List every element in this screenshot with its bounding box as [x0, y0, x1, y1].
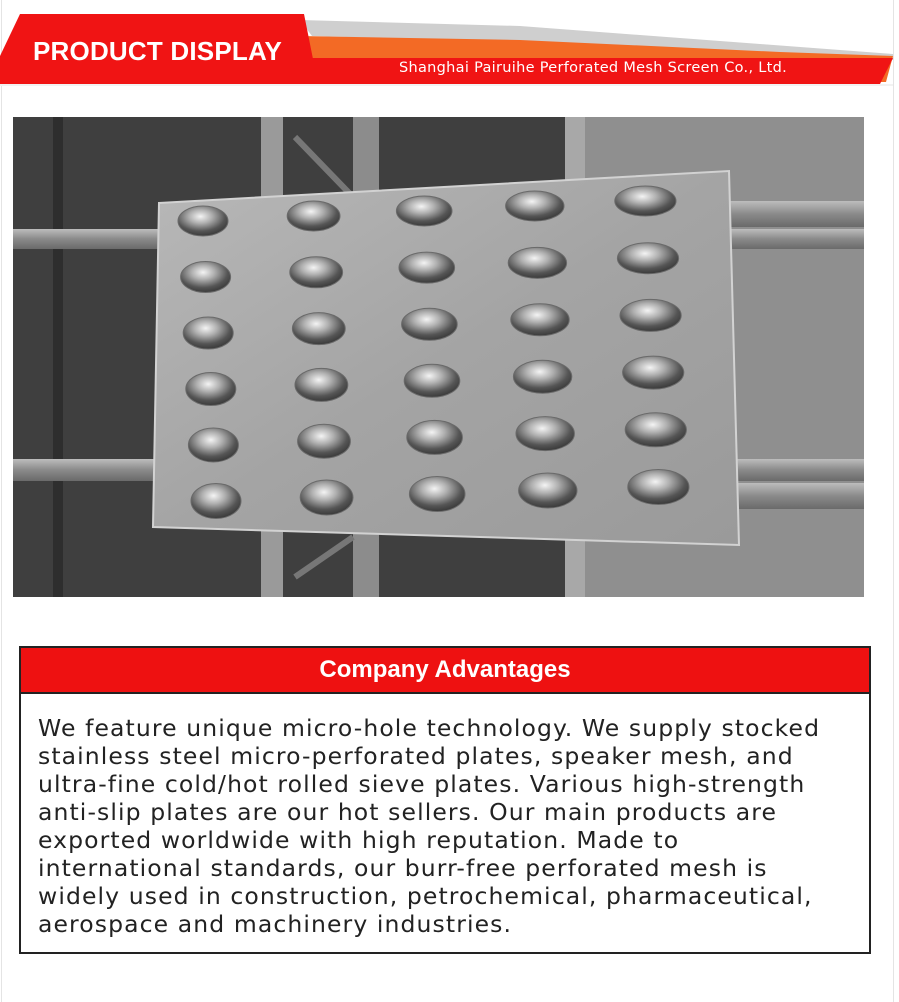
left-edge-line — [1, 0, 2, 1002]
banner-title: PRODUCT DISPLAY — [33, 36, 283, 66]
plate-dome — [623, 356, 684, 389]
plate-dome — [295, 368, 348, 401]
plate-dome — [516, 417, 574, 451]
plate-dome — [513, 360, 571, 393]
plate-dome — [300, 480, 353, 515]
plate-dome — [519, 473, 577, 508]
company-advantages-header — [21, 648, 869, 694]
plate-dome — [178, 206, 228, 236]
plate-dome — [186, 373, 236, 406]
plate-dome — [181, 262, 231, 293]
company-name: Shanghai Pairuihe Perforated Mesh Screen Co., Ltd. — [399, 60, 788, 76]
plate-dome — [506, 191, 564, 221]
plate-dome — [620, 299, 681, 331]
plate-dome — [508, 247, 566, 278]
banner-shadow — [0, 84, 893, 86]
plate-dome — [290, 257, 343, 288]
plate-dome — [287, 201, 340, 231]
plate-dome — [396, 196, 452, 226]
plate-dome — [407, 420, 463, 454]
product-photo — [13, 117, 864, 597]
product-display-banner — [0, 0, 899, 110]
plate-dome — [409, 477, 465, 512]
right-edge-line — [893, 0, 894, 1002]
plate-dome — [399, 252, 455, 283]
stainless-anti-slip-plate-photo — [13, 117, 864, 597]
plate-dome — [615, 186, 676, 216]
plate-dome — [183, 317, 233, 349]
plate-dome — [188, 428, 238, 462]
plate-dome — [298, 424, 351, 458]
plate-dome — [292, 313, 345, 345]
company-advantages-text: We feature unique micro-hole technology. We supply stocked stainless steel micro-perforated plates, speaker mesh, and ultra-fine cold/hot rolled sieve plates. Various high-strength anti-slip plates are our hot sellers. Our main products are exported worldwide with high reputation. Made to international standards, our burr-free perforated mesh is widely used in construction, petrochemical, pharmaceutical, aerospace and machinery industries. — [38, 714, 821, 938]
plate-dome — [625, 413, 686, 447]
plate-dome — [628, 470, 689, 505]
plate-dome — [191, 484, 241, 519]
plate-dome — [511, 304, 569, 336]
plate-dome — [402, 308, 458, 340]
company-advantages-box — [19, 646, 871, 954]
company-advantages-title: Company Advantages — [319, 656, 571, 683]
plate-dome — [404, 364, 460, 397]
plate-dome — [617, 243, 678, 274]
